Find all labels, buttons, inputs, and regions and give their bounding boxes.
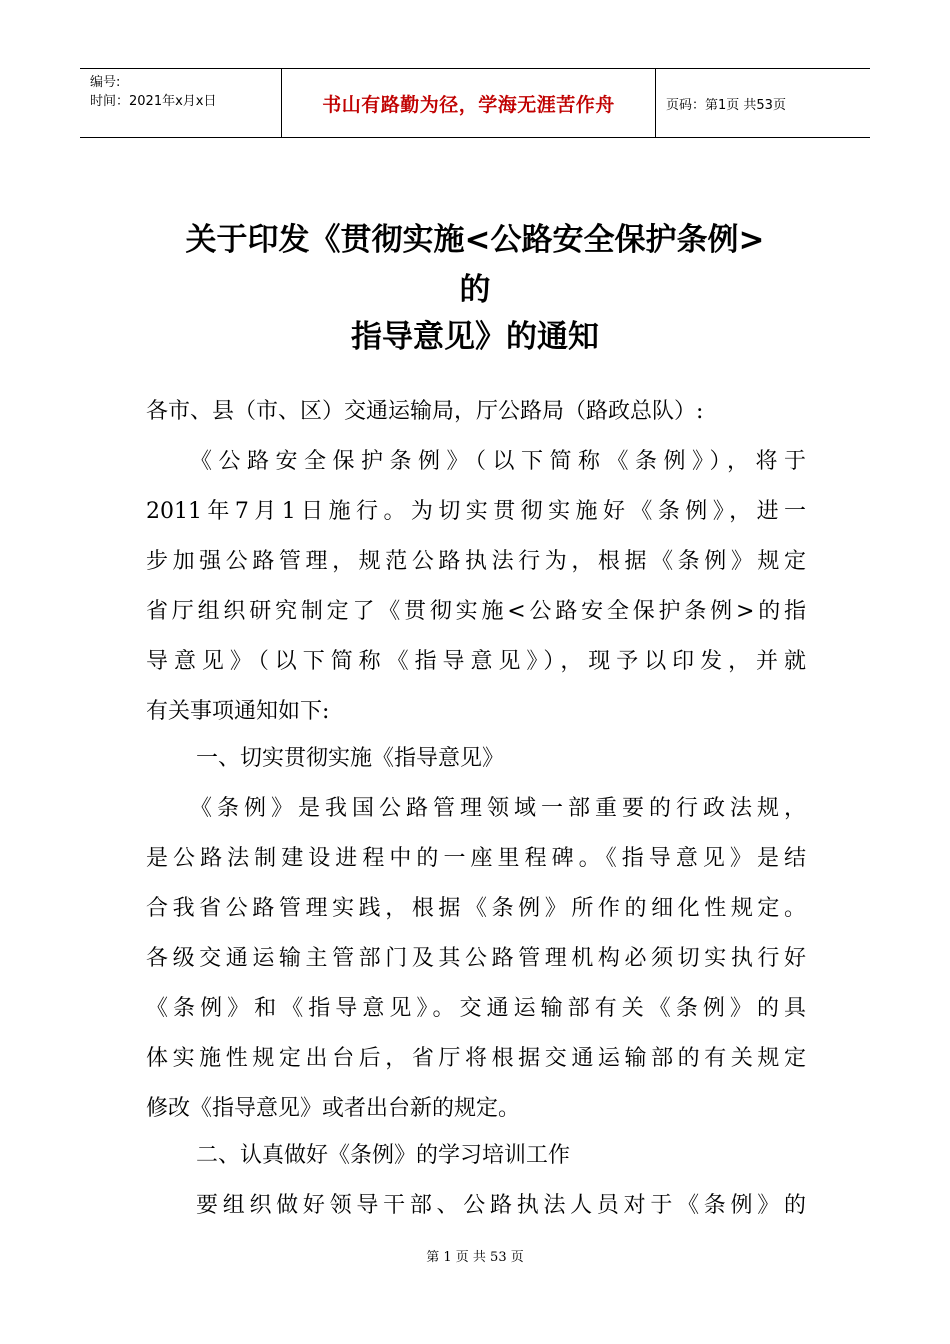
- paragraph-line: 《公路安全保护条例》（以下简称《条例》），将于: [190, 449, 806, 474]
- paragraph-line: 各级交通运输主管部门及其公路管理机构必须切实执行好: [146, 946, 806, 971]
- paragraph-line: 导意见》（以下简称《指导意见》），现予以印发，并就: [146, 649, 806, 674]
- paragraph-line: 修改《指导意见》或者出台新的规定。: [146, 1096, 521, 1121]
- number-label: 编号:: [90, 75, 121, 90]
- paragraph-line: 步加强公路管理，规范公路执法行为，根据《条例》规定: [146, 549, 806, 574]
- time-label: 时间：2021年x月x日: [90, 94, 217, 109]
- header-table: [80, 68, 870, 138]
- paragraph-line: 有关事项通知如下:: [146, 699, 330, 724]
- section-heading-2: 二、认真做好《条例》的学习培训工作: [196, 1143, 571, 1168]
- page-info: 页码：第1页 共53页: [666, 97, 786, 113]
- paragraph-line: 合我省公路管理实践，根据《条例》所作的细化性规定。: [146, 896, 806, 921]
- paragraph-line: 体实施性规定出台后，省厅将根据交通运输部的有关规定: [146, 1046, 806, 1071]
- paragraph-line: 是公路法制建设进程中的一座里程碑。《指导意见》是结: [146, 846, 806, 871]
- document-title-line-1: 关于印发《贯彻实施<公路安全保护条例>: [185, 222, 765, 258]
- salutation: 各市、县（市、区）交通运输局，厅公路局（路政总队）:: [146, 399, 704, 424]
- header-motto-cell: [282, 69, 656, 137]
- document-title-line-2: 的: [459, 272, 491, 308]
- paragraph-line: 2011年7月1日施行。为切实贯彻实施好《条例》，进一: [146, 499, 806, 524]
- page-footer: 第 1 页 共 53 页: [426, 1250, 524, 1265]
- paragraph-line: 《条例》和《指导意见》。交通运输部有关《条例》的具: [146, 996, 806, 1021]
- header-meta-cell: [80, 69, 282, 137]
- document-title-line-3: 指导意见》的通知: [351, 319, 599, 355]
- paragraph-line: 要组织做好领导干部、公路执法人员对于《条例》的: [196, 1193, 806, 1218]
- header-page-cell: [656, 69, 870, 137]
- paragraph-line: 《条例》是我国公路管理领域一部重要的行政法规，: [190, 796, 806, 821]
- paragraph-line: 省厅组织研究制定了《贯彻实施<公路安全保护条例>的指: [146, 599, 806, 624]
- motto-text: 书山有路勤为径，学海无涯苦作舟: [322, 93, 615, 116]
- section-heading-1: 一、切实贯彻实施《指导意见》: [196, 746, 505, 771]
